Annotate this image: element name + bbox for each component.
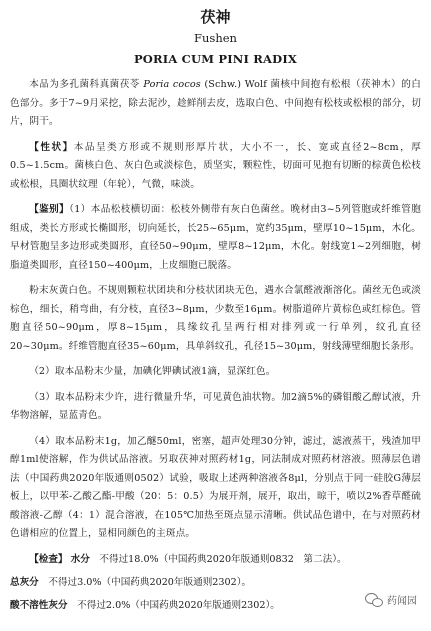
check-row-total-ash — [10, 574, 421, 591]
check-row-acid-ash — [10, 597, 421, 614]
character-paragraph — [10, 139, 421, 195]
check-name-moisture: 水分 — [70, 553, 90, 565]
identification-paragraph-3: （3）取本品粉末少许，进行微量升华，可见黄色油状物。加2滴5%的磷钼酸乙醇试液，升华物溶解，显蓝青色。 — [10, 391, 421, 421]
pinyin-name: Fushen — [194, 31, 237, 45]
identification-paragraph-powder: 粉末灰黄白色。不规则颗粒状团块和分枝状团块无色，遇水合氯醛液渐溶化。菌丝无色或淡棕色，细长，稍弯曲，有分枝，直径3~8μm，少数至16μm。树脂道碎片黄棕色或红棕色。管胞直径50~90μm，厚8~15μm，具缘纹孔呈两行相对排列或一行单列，纹孔直径20~30μm。纤维管胞直径35~60μm，具单斜纹孔，孔径15~30μm，射线薄壁细胞长条形。 — [10, 285, 421, 352]
identification-paragraph-4: （4）取本品粉末1g，加乙醚50ml，密塞，超声处理30分钟，滤过，滤液蒸干，残渣加甲醇1ml使溶解，作为供试品溶液。另取茯神对照药材1g，同法制成对照药材溶液。照薄层色谱法（中国药典2020年版通则0502）试验，吸取上述两种溶液各8μl，分别点于同一硅胶G薄层板上，以甲苯-乙酸乙酯-甲酸（20：5：0.5）为展开剂，展开，取出，晾干，喷以2%香草醛硫酸溶液-乙醇（4：1）混合溶液，在105℃加热至斑点显示清晰。供试品色谱中，在与对照药材色谱相应的位置上，显相同颜色的主斑点。 — [10, 435, 421, 539]
identification-label: 【鉴别】 — [29, 204, 70, 215]
check-label: 【检查】 — [29, 553, 68, 565]
check-name-acid-ash: 酸不溶性灰分 — [10, 599, 68, 611]
check-text-total-ash: 不得过3.0%（中国药典2020年版通则2302）。 — [48, 576, 252, 588]
identification-paragraph-2: （2）取本品粉末少量，加碘化钾碘试液1滴，显深红色。 — [29, 366, 276, 377]
watermark-text: 药闻园 — [387, 596, 417, 607]
identification-paragraph-1 — [10, 201, 421, 275]
check-row-moisture — [10, 551, 421, 568]
check-name-total-ash: 总灰分 — [10, 576, 39, 588]
check-text-moisture: 不得过18.0%（中国药典2020年版通则0832 第二法）。 — [99, 553, 347, 565]
intro-text-a: 本品为多孔菌科真菌茯苓 — [29, 79, 140, 90]
intro-paragraph — [10, 76, 421, 132]
species-name: Poria cocos — [143, 79, 201, 90]
page-title: 茯神 — [200, 8, 231, 26]
identification-item-1: （1）本品松枝横切面：松枝外侧带有灰白色菌丝。晚材由3~5列管胞或纤维管胞组成，类长方形或长椭圆形，切向延长，长25~65μm，宽约35μm，壁厚10~15μm，木化。早材管胞呈多边形或类圆形，直径50~90μm，壁厚8~12μm，木化。射线宽1~2列细胞，树脂道类圆形，直径150~400μm，上皮细胞已脱落。 — [10, 204, 421, 271]
character-label: 【性状】 — [29, 141, 74, 153]
watermark — [365, 592, 417, 607]
character-text: 本品呈类方形或不规则形厚片状，大小不一，长、宽或直径2~8cm，厚0.5~1.5cm。菌核白色、灰白色或淡棕色，质坚实，颗粒性，切面可见抱有切断的棕黄色松枝或松根，具圈状纹理（年轮），气微，味淡。 — [10, 141, 421, 190]
intro-text-b: (Schw.) Wolf 菌核中间抱有松根（茯神木）的白色部分。多于7~9月采挖，除去泥沙，趁鲜削去皮，选取白色、中间抱有松枝或松根的部分，切片，阴干。 — [10, 79, 422, 127]
wechat-icon — [365, 593, 383, 607]
check-text-acid-ash: 不得过2.0%（中国药典2020年版通则2302）。 — [77, 599, 280, 611]
latin-name: PORIA CUM PINI RADIX — [133, 52, 298, 66]
